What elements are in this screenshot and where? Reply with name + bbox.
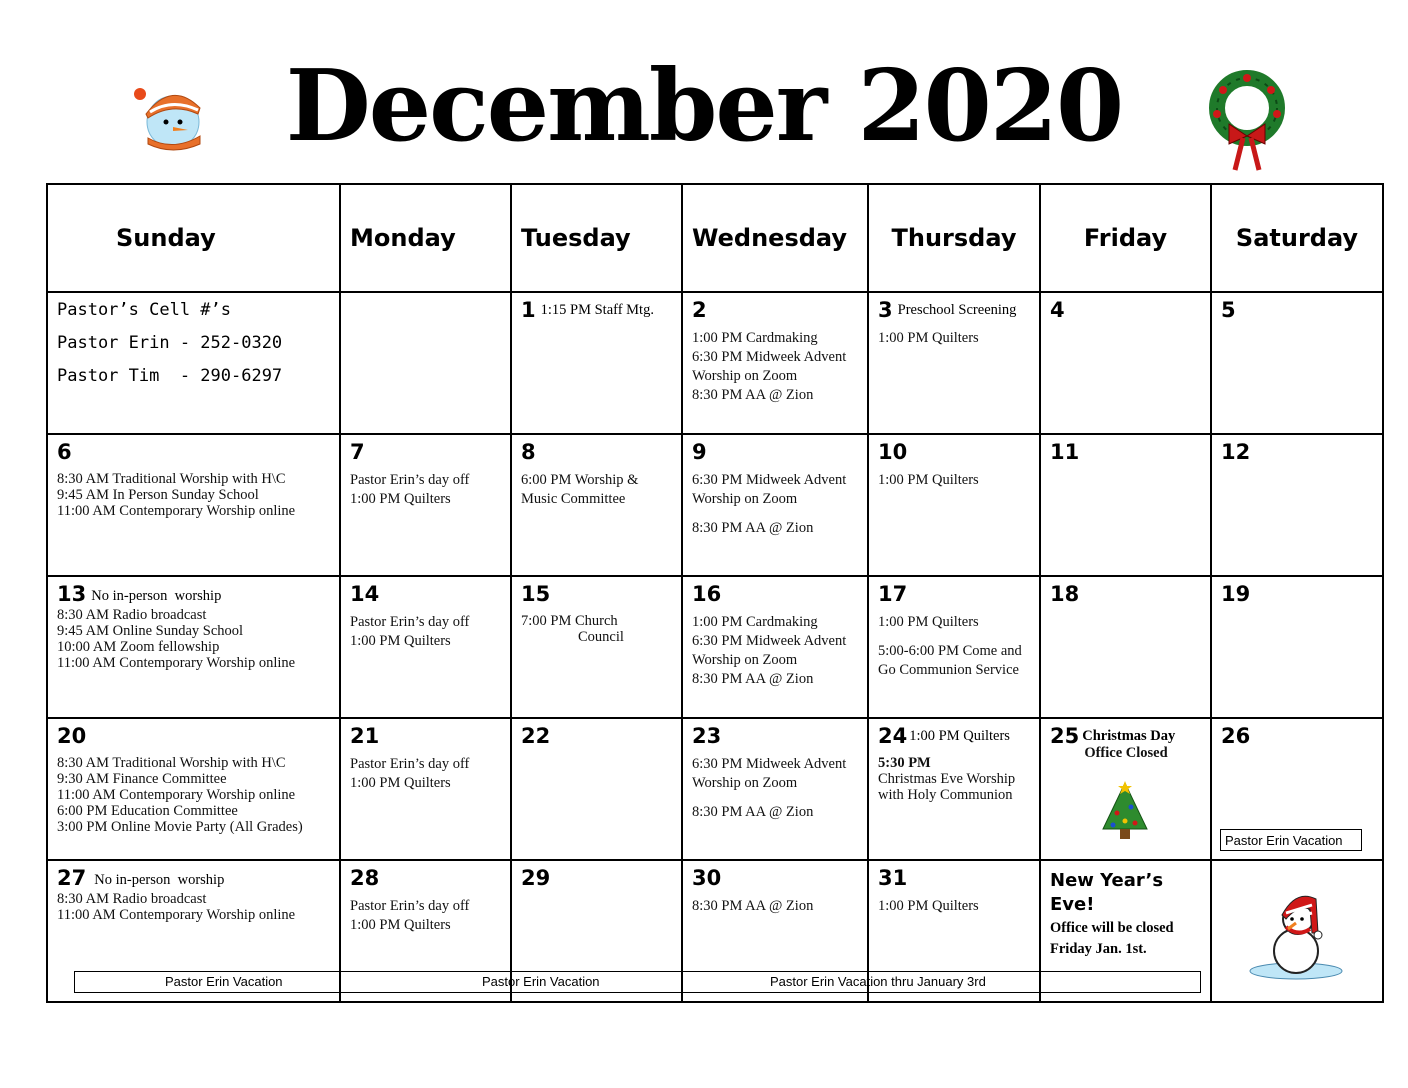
office-closed-date: Friday Jan. 1st. bbox=[1050, 941, 1147, 957]
week-row bbox=[47, 718, 1383, 860]
event-text: 11:00 AM Contemporary Worship online bbox=[57, 503, 296, 519]
event-text: Pastor Erin’s day off bbox=[350, 898, 470, 914]
week-row bbox=[47, 576, 1383, 718]
christmas-tree-icon bbox=[1097, 777, 1153, 843]
weekday-header-row bbox=[47, 184, 1383, 292]
day-number: 4 bbox=[1050, 298, 1065, 322]
event-text: 1:00 PM Quilters bbox=[350, 491, 451, 507]
event-text: 8:30 AM Radio broadcast bbox=[57, 607, 207, 623]
day-number: 27 bbox=[57, 866, 87, 890]
wreath-icon bbox=[1203, 70, 1291, 174]
event-text: 11:00 AM Contemporary Worship online bbox=[57, 787, 296, 803]
vacation-bar-part2: Pastor Erin Vacation bbox=[482, 974, 600, 989]
day-cell bbox=[511, 434, 682, 576]
event-text: 9:30 AM Finance Committee bbox=[57, 771, 227, 787]
event-text: 8:30 PM AA @ Zion bbox=[692, 387, 814, 403]
day-number: 29 bbox=[521, 866, 551, 890]
event-text: 1:00 PM Quilters bbox=[878, 614, 979, 630]
day-number: 31 bbox=[878, 866, 908, 890]
weekday-saturday: Saturday bbox=[1211, 184, 1383, 292]
event-text: 5:00-6:00 PM Come and Go Communion Service bbox=[878, 643, 1022, 678]
vacation-bar-part1: Pastor Erin Vacation bbox=[165, 974, 283, 989]
event-text: Office Closed bbox=[1084, 745, 1168, 761]
day-cell bbox=[682, 434, 868, 576]
day-number: 2 bbox=[692, 298, 707, 322]
day-cell bbox=[340, 434, 511, 576]
day-number: 7 bbox=[350, 440, 365, 464]
day-cell bbox=[1211, 718, 1383, 860]
contacts-cell bbox=[47, 292, 340, 434]
event-text: 1:00 PM Quilters bbox=[878, 472, 979, 488]
snowman-face-icon bbox=[128, 80, 208, 152]
event-text: 8:30 AM Traditional Worship with H\C bbox=[57, 471, 286, 487]
day-number: 13 bbox=[57, 582, 87, 606]
event-text: 8:30 AM Traditional Worship with H\C bbox=[57, 755, 286, 771]
day-number: 8 bbox=[521, 440, 536, 464]
event-text: 7:00 PM Church bbox=[521, 613, 618, 629]
day-number: 24 bbox=[878, 724, 908, 748]
day-number: 16 bbox=[692, 582, 722, 606]
day-cell bbox=[682, 292, 868, 434]
day-cell bbox=[1040, 718, 1211, 860]
event-text: No in-person worship bbox=[91, 588, 222, 604]
event-text: Pastor Erin’s day off bbox=[350, 756, 470, 772]
day-cell bbox=[1040, 292, 1211, 434]
event-text: 8:30 AM Radio broadcast bbox=[57, 891, 207, 907]
weekday-friday: Friday bbox=[1040, 184, 1211, 292]
event-text: 9:45 AM Online Sunday School bbox=[57, 623, 244, 639]
page-title: December 2020 bbox=[285, 49, 1123, 164]
vacation-bar bbox=[74, 971, 1201, 993]
day-number: 11 bbox=[1050, 440, 1080, 464]
day-cell bbox=[511, 576, 682, 718]
event-text: Christmas Eve Worship with Holy Communion bbox=[878, 771, 1016, 803]
day-number: 19 bbox=[1221, 582, 1251, 606]
event-text: 6:30 PM Midweek Advent Worship on Zoom bbox=[692, 472, 847, 507]
day-cell bbox=[868, 576, 1040, 718]
week-row bbox=[47, 292, 1383, 434]
event-text: Pastor Erin’s day off bbox=[350, 614, 470, 630]
week-row bbox=[47, 434, 1383, 576]
event-text: 6:30 PM Midweek Advent Worship on Zoom bbox=[692, 633, 847, 668]
day-number: 9 bbox=[692, 440, 707, 464]
day-cell bbox=[1040, 576, 1211, 718]
event-text: 8:30 PM AA @ Zion bbox=[692, 898, 814, 914]
vacation-bar-part3: Pastor Erin Vacation thru January 3rd bbox=[770, 974, 986, 989]
calendar-grid bbox=[46, 183, 1384, 1003]
event-text: Council bbox=[578, 629, 624, 645]
event-text: No in-person worship bbox=[94, 872, 225, 888]
day-number: 25 bbox=[1050, 724, 1080, 748]
day-number: 3 bbox=[878, 298, 893, 322]
event-text: 3:00 PM Online Movie Party (All Grades) bbox=[57, 819, 303, 835]
event-text: 1:00 PM Cardmaking bbox=[692, 614, 818, 630]
day-cell bbox=[868, 434, 1040, 576]
weekday-sunday: Sunday bbox=[47, 184, 340, 292]
event-text: 1:00 PM Quilters bbox=[350, 775, 451, 791]
day-number: 10 bbox=[878, 440, 908, 464]
event-text: 11:00 AM Contemporary Worship online bbox=[57, 907, 296, 923]
day-cell bbox=[47, 434, 340, 576]
weekday-tuesday: Tuesday bbox=[511, 184, 682, 292]
vacation-note: Pastor Erin Vacation bbox=[1220, 829, 1362, 851]
day-cell bbox=[47, 576, 340, 718]
event-text: 6:00 PM Education Committee bbox=[57, 803, 238, 819]
contact-tim: Pastor Tim - 290-6297 bbox=[57, 366, 283, 386]
event-text: 1:00 PM Quilters bbox=[878, 330, 979, 346]
day-cell bbox=[340, 718, 511, 860]
contacts-heading: Pastor’s Cell #’s bbox=[57, 300, 231, 320]
weekday-monday: Monday bbox=[340, 184, 511, 292]
day-number: 23 bbox=[692, 724, 722, 748]
day-number: 20 bbox=[57, 724, 87, 748]
event-text: 6:30 PM Midweek Advent Worship on Zoom bbox=[692, 349, 847, 384]
day-number: 18 bbox=[1050, 582, 1080, 606]
day-cell bbox=[340, 576, 511, 718]
event-text: Preschool Screening bbox=[897, 302, 1017, 318]
event-text: Pastor Erin’s day off bbox=[350, 472, 470, 488]
contact-erin: Pastor Erin - 252-0320 bbox=[57, 333, 283, 353]
day-number: 15 bbox=[521, 582, 551, 606]
weekday-wednesday: Wednesday bbox=[682, 184, 868, 292]
day-number: 5 bbox=[1221, 298, 1236, 322]
event-text: 1:00 PM Quilters bbox=[350, 917, 451, 933]
event-text: 8:30 PM AA @ Zion bbox=[692, 671, 814, 687]
event-text: 8:30 PM AA @ Zion bbox=[692, 520, 814, 536]
day-number: 28 bbox=[350, 866, 380, 890]
event-text: 1:00 PM Cardmaking bbox=[692, 330, 818, 346]
empty-day-cell bbox=[340, 292, 511, 434]
day-cell bbox=[1211, 434, 1383, 576]
day-number: 30 bbox=[692, 866, 722, 890]
event-text: 9:45 AM In Person Sunday School bbox=[57, 487, 259, 503]
event-text: 5:30 PM bbox=[878, 755, 931, 771]
day-cell bbox=[1211, 860, 1383, 1002]
event-text: 6:00 PM Worship & Music Committee bbox=[521, 472, 639, 507]
event-text: 8:30 PM AA @ Zion bbox=[692, 804, 814, 820]
event-text: 6:30 PM Midweek Advent Worship on Zoom bbox=[692, 756, 847, 791]
event-text: 10:00 AM Zoom fellowship bbox=[57, 639, 220, 655]
day-cell bbox=[868, 292, 1040, 434]
day-cell bbox=[47, 718, 340, 860]
event-text: 1:00 PM Quilters bbox=[350, 633, 451, 649]
snowman-icon bbox=[1246, 885, 1346, 985]
office-closed-line: Office will be closed bbox=[1050, 920, 1174, 936]
event-text: Christmas Day bbox=[1082, 728, 1176, 744]
weekday-thursday: Thursday bbox=[868, 184, 1040, 292]
day-number: 1 bbox=[521, 298, 536, 322]
day-cell bbox=[682, 718, 868, 860]
day-cell bbox=[511, 292, 682, 434]
day-number: 6 bbox=[57, 440, 72, 464]
day-cell bbox=[1040, 434, 1211, 576]
day-number: 22 bbox=[521, 724, 551, 748]
day-cell bbox=[511, 718, 682, 860]
day-cell bbox=[1211, 292, 1383, 434]
day-number: 17 bbox=[878, 582, 908, 606]
day-number: 21 bbox=[350, 724, 380, 748]
day-number: 26 bbox=[1221, 724, 1251, 748]
event-text: 1:00 PM Quilters bbox=[878, 898, 979, 914]
event-text: 1:00 PM Quilters bbox=[909, 728, 1010, 744]
day-cell bbox=[868, 718, 1040, 860]
event-text: 1:15 PM Staff Mtg. bbox=[540, 302, 654, 318]
day-number: 14 bbox=[350, 582, 380, 606]
day-number: 12 bbox=[1221, 440, 1251, 464]
day-cell bbox=[682, 576, 868, 718]
event-text: 11:00 AM Contemporary Worship online bbox=[57, 655, 296, 671]
new-years-eve-title: New Year’s Eve! bbox=[1050, 870, 1164, 915]
day-cell bbox=[1211, 576, 1383, 718]
